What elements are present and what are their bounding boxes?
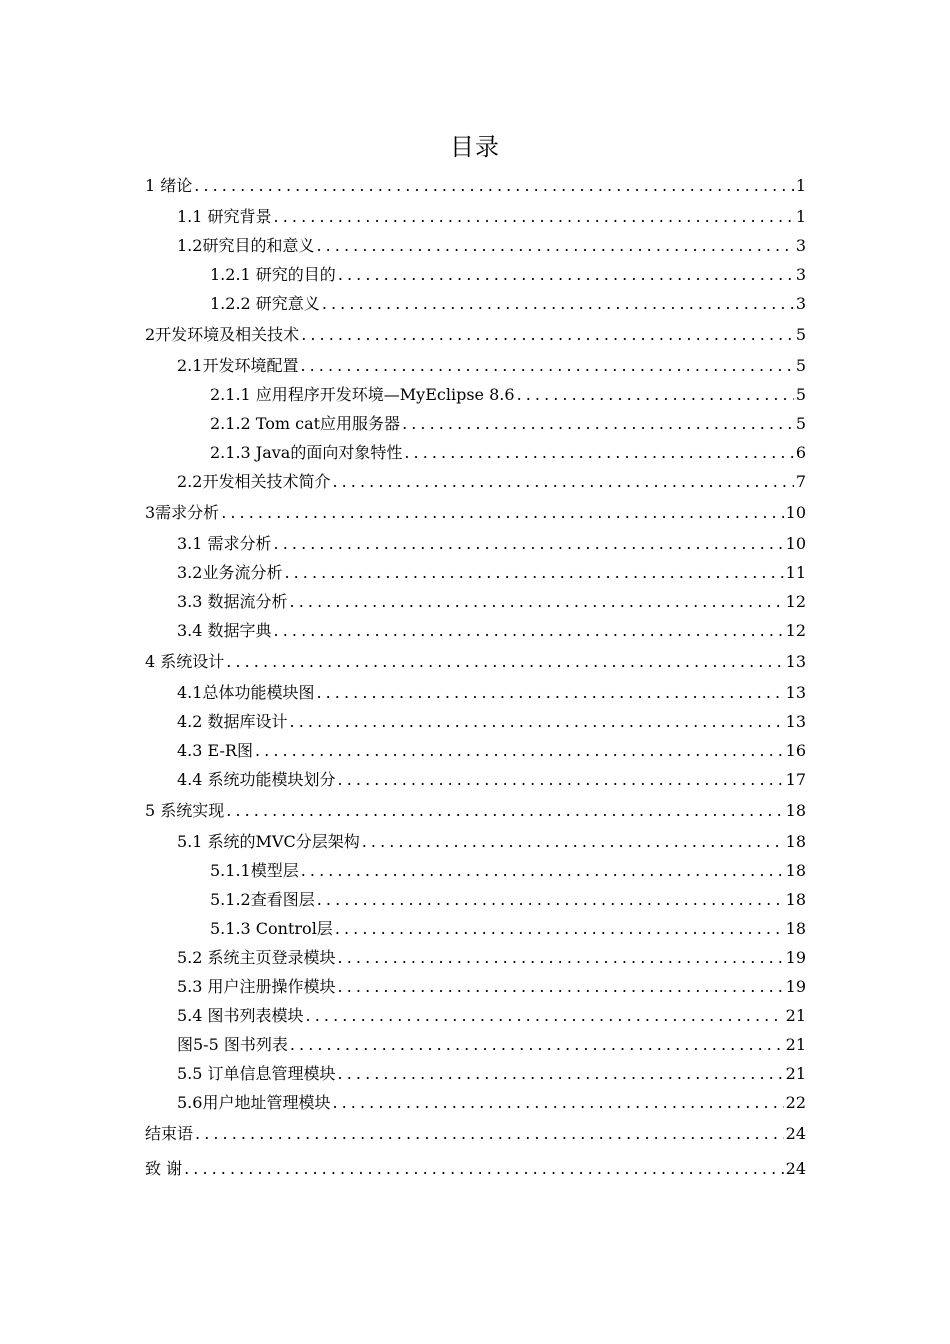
- toc-entry-label: 4 系统设计: [145, 650, 226, 674]
- toc-dot-leader: [274, 205, 794, 229]
- toc-entry[interactable]: [177, 830, 806, 854]
- toc-entry[interactable]: [210, 441, 806, 465]
- toc-entry[interactable]: [177, 1091, 806, 1115]
- toc-entry-label: 5.5 订单信息管理模块: [177, 1062, 338, 1086]
- toc-entry-page-number: 3: [794, 292, 806, 316]
- toc-entry[interactable]: [177, 561, 806, 585]
- toc-entry-page-number: 6: [794, 441, 806, 465]
- toc-dot-leader: [284, 561, 783, 585]
- toc-entry[interactable]: [177, 1033, 806, 1057]
- toc-entry[interactable]: [177, 205, 806, 229]
- toc-entry-label: 5.1 系统的MVC分层架构: [177, 830, 362, 854]
- toc-entry-label: 2.1开发环境配置: [177, 354, 300, 378]
- toc-entry-page-number: 3: [794, 234, 806, 258]
- toc-entry-page-number: 11: [784, 561, 806, 585]
- toc-entry-page-number: 13: [784, 710, 806, 734]
- toc-dot-leader: [402, 412, 794, 436]
- toc-dot-leader: [316, 681, 783, 705]
- toc-entry-label: 4.3 E-R图: [177, 739, 255, 763]
- toc-dot-leader: [274, 619, 784, 643]
- toc-entry-label: 2.2开发相关技术简介: [177, 470, 332, 494]
- toc-entry-label: 5.1.2查看图层: [210, 888, 317, 912]
- toc-entry-label: 1.2.2 研究意义: [210, 292, 322, 316]
- toc-entry-page-number: 1: [794, 205, 806, 229]
- toc-entry-page-number: 1: [794, 174, 806, 198]
- toc-entry[interactable]: [177, 975, 806, 999]
- toc-entry[interactable]: [177, 470, 806, 494]
- toc-entry-label: 1.1 研究背景: [177, 205, 274, 229]
- toc-entry-label: 3.2业务流分析: [177, 561, 284, 585]
- toc-entry-page-number: 18: [784, 888, 806, 912]
- toc-dot-leader: [335, 917, 784, 941]
- toc-entry-page-number: 18: [784, 859, 806, 883]
- toc-entry-page-number: 21: [784, 1004, 806, 1028]
- toc-entry-label: 5.4 图书列表模块: [177, 1004, 306, 1028]
- toc-dot-leader: [194, 174, 794, 198]
- toc-dot-leader: [301, 323, 794, 347]
- toc-entry-page-number: 10: [784, 532, 806, 556]
- toc-entry[interactable]: [210, 412, 806, 436]
- toc-dot-leader: [332, 470, 793, 494]
- toc-entry[interactable]: [210, 888, 806, 912]
- toc-entry-label: 2.1.3 Java的面向对象特性: [210, 441, 404, 465]
- toc-entry[interactable]: [210, 917, 806, 941]
- toc-entry-label: 5.6用户地址管理模块: [177, 1091, 332, 1115]
- toc-dot-leader: [184, 1157, 784, 1181]
- toc-entry[interactable]: [177, 1062, 806, 1086]
- toc-entry[interactable]: [177, 234, 806, 258]
- toc-entry[interactable]: [145, 501, 806, 525]
- toc-dot-leader: [404, 441, 793, 465]
- toc-entry[interactable]: [210, 383, 806, 407]
- toc-entry-label: 4.2 数据库设计: [177, 710, 290, 734]
- toc-entry-label: 5 系统实现: [145, 799, 226, 823]
- toc-entry[interactable]: [210, 263, 806, 287]
- toc-entry-page-number: 13: [784, 650, 806, 674]
- toc-entry[interactable]: [145, 323, 806, 347]
- toc-dot-leader: [274, 532, 784, 556]
- toc-dot-leader: [221, 501, 783, 525]
- toc-entry-label: 1.2.1 研究的目的: [210, 263, 338, 287]
- toc-entry[interactable]: [177, 619, 806, 643]
- toc-entry[interactable]: [177, 1004, 806, 1028]
- toc-entry-page-number: 21: [784, 1033, 806, 1057]
- toc-entry-page-number: 7: [794, 470, 806, 494]
- toc-entry-page-number: 16: [784, 739, 806, 763]
- toc-entry-label: 结束语: [145, 1122, 195, 1146]
- toc-entry-label: 5.3 用户注册操作模块: [177, 975, 338, 999]
- toc-entry-label: 1 绪论: [145, 174, 194, 198]
- toc-entry-page-number: 5: [794, 412, 806, 436]
- toc-entry-label: 3需求分析: [145, 501, 221, 525]
- toc-entry-label: 致 谢: [145, 1157, 184, 1181]
- toc-entry-page-number: 24: [784, 1157, 806, 1181]
- toc-entry[interactable]: [145, 650, 806, 674]
- toc-entry-page-number: 12: [784, 590, 806, 614]
- toc-entry-page-number: 13: [784, 681, 806, 705]
- toc-entry-page-number: 5: [794, 354, 806, 378]
- toc-entry[interactable]: [177, 946, 806, 970]
- toc-entry-label: 3.3 数据流分析: [177, 590, 290, 614]
- toc-entry-label: 1.2研究目的和意义: [177, 234, 316, 258]
- toc-entry-page-number: 21: [784, 1062, 806, 1086]
- toc-entry[interactable]: [177, 739, 806, 763]
- toc-dot-leader: [338, 975, 784, 999]
- toc-entry[interactable]: [145, 174, 806, 198]
- toc-dot-leader: [517, 383, 794, 407]
- toc-entry[interactable]: [177, 532, 806, 556]
- toc-dot-leader: [300, 354, 793, 378]
- toc-entry-page-number: 24: [784, 1122, 806, 1146]
- toc-entry-page-number: 22: [784, 1091, 806, 1115]
- toc-dot-leader: [338, 946, 784, 970]
- toc-entry-page-number: 19: [784, 975, 806, 999]
- toc-dot-leader: [226, 650, 783, 674]
- toc-dot-leader: [338, 768, 784, 792]
- toc-entry-label: 4.1总体功能模块图: [177, 681, 316, 705]
- toc-entry-label: 5.1.1模型层: [210, 859, 301, 883]
- toc-entry-label: 3.1 需求分析: [177, 532, 274, 556]
- toc-entry-label: 4.4 系统功能模块划分: [177, 768, 338, 792]
- toc-entry-page-number: 10: [784, 501, 806, 525]
- toc-entry[interactable]: [177, 710, 806, 734]
- toc-entry-label: 2.1.1 应用程序开发环境—MyEclipse 8.6: [210, 383, 517, 407]
- toc-entry-page-number: 18: [784, 830, 806, 854]
- toc-entry-label: 2开发环境及相关技术: [145, 323, 301, 347]
- toc-entry-page-number: 5: [794, 383, 806, 407]
- toc-dot-leader: [195, 1122, 784, 1146]
- toc-entry[interactable]: [177, 681, 806, 705]
- toc-dot-leader: [306, 1004, 784, 1028]
- toc-dot-leader: [255, 739, 784, 763]
- toc-dot-leader: [338, 1062, 784, 1086]
- toc-entry[interactable]: [177, 354, 806, 378]
- toc-entry-page-number: 3: [794, 263, 806, 287]
- toc-entry[interactable]: [177, 768, 806, 792]
- toc-entry-label: 2.1.2 Tom cat应用服务器: [210, 412, 402, 436]
- toc-entry-page-number: 12: [784, 619, 806, 643]
- toc-dot-leader: [332, 1091, 783, 1115]
- toc-dot-leader: [322, 292, 794, 316]
- toc-dot-leader: [338, 263, 794, 287]
- toc-entry[interactable]: [210, 292, 806, 316]
- toc-dot-leader: [362, 830, 784, 854]
- toc-entry[interactable]: [210, 859, 806, 883]
- toc-entry-page-number: 17: [784, 768, 806, 792]
- toc-dot-leader: [290, 1033, 784, 1057]
- toc-entry[interactable]: [145, 1157, 806, 1181]
- toc-entry-label: 图5-5 图书列表: [177, 1033, 290, 1057]
- toc-entry-label: 5.2 系统主页登录模块: [177, 946, 338, 970]
- toc-entry-page-number: 5: [794, 323, 806, 347]
- toc-entry-label: 3.4 数据字典: [177, 619, 274, 643]
- toc-entry[interactable]: [177, 590, 806, 614]
- toc-dot-leader: [316, 234, 793, 258]
- toc-entry-label: 5.1.3 Control层: [210, 917, 335, 941]
- page-title: 目录: [450, 133, 500, 161]
- toc-dot-leader: [301, 859, 784, 883]
- toc-entry-page-number: 18: [784, 799, 806, 823]
- toc-entry[interactable]: [145, 1122, 806, 1146]
- toc-dot-leader: [290, 590, 784, 614]
- toc-entry[interactable]: [145, 799, 806, 823]
- toc-dot-leader: [290, 710, 784, 734]
- toc-entry-page-number: 18: [784, 917, 806, 941]
- toc-dot-leader: [317, 888, 784, 912]
- toc-entry-page-number: 19: [784, 946, 806, 970]
- toc-dot-leader: [226, 799, 783, 823]
